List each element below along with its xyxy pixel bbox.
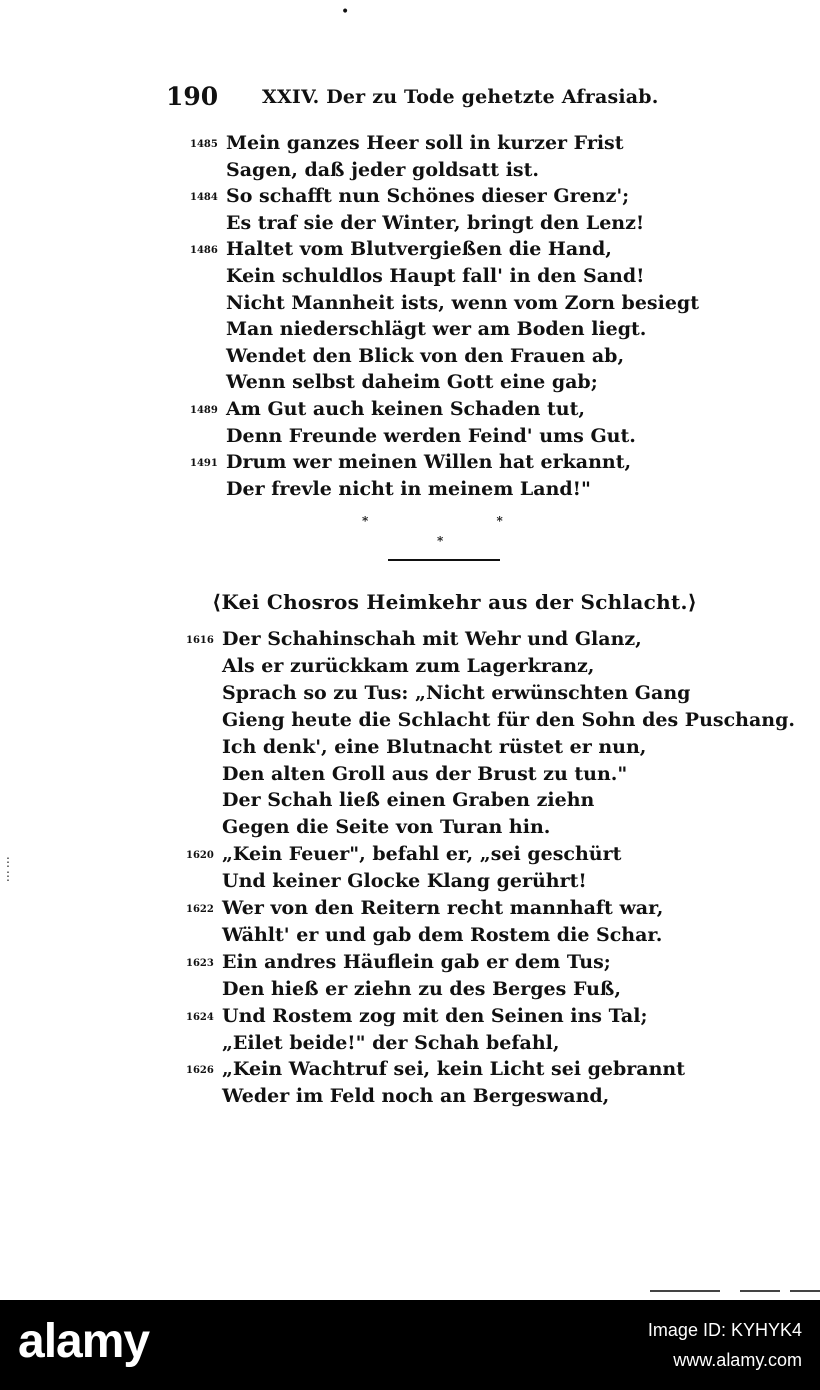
verse-line: Drum wer meinen Willen hat erkannt, xyxy=(226,451,632,474)
site-url: www.alamy.com xyxy=(673,1350,802,1370)
page-header xyxy=(166,82,659,116)
verse-line: Wendet den Blick von den Frauen ab, xyxy=(226,344,625,367)
watermark-footer xyxy=(0,1300,820,1390)
verse-line: Mein ganzes Heer soll in kurzer Frist xyxy=(226,132,624,154)
divider-stars-top: * * xyxy=(362,514,565,528)
section-title: ⟨Kei Chosros Heimkehr aus der Schlacht.⟩ xyxy=(212,590,698,614)
line-number: 1489 xyxy=(190,405,218,416)
verse-line: „Eilet beide!" der Schah befahl, xyxy=(222,1031,560,1054)
verse-line: Der Schahinschah mit Wehr und Glanz, xyxy=(222,628,642,650)
verse-line: Der frevle nicht in meinem Land!" xyxy=(226,477,591,500)
verse-line: Nicht Mannheit ists, wenn vom Zorn besiegt xyxy=(226,291,699,314)
verse-line: Ich denk', eine Blutnacht rüstet er nun, xyxy=(222,735,647,758)
divider-rule xyxy=(388,559,500,561)
verse-line: Man niederschlägt wer am Boden liegt. xyxy=(226,318,647,341)
verse-line: Haltet vom Blutvergießen die Hand, xyxy=(226,238,612,261)
verse-line: Der Schah ließ einen Graben ziehn xyxy=(222,789,595,812)
line-number: 1623 xyxy=(186,957,214,969)
top-dot: • xyxy=(341,4,350,20)
verse-line: Sagen, daß jeder goldsatt ist. xyxy=(226,158,539,181)
verse-line: Denn Freunde werden Feind' ums Gut. xyxy=(226,424,636,447)
line-number: 1626 xyxy=(186,1065,214,1077)
verse-line: Am Gut auch keinen Schaden tut, xyxy=(226,398,586,420)
divider-star: * xyxy=(437,534,506,548)
verse-line: „Kein Wachtruf sei, kein Licht sei gebrannt xyxy=(222,1058,686,1081)
verse-line: „Kein Feuer", befahl er, „sei geschürt xyxy=(222,843,622,866)
line-number: 1484 xyxy=(190,192,218,204)
running-title: XXIV. Der zu Tode gehetzte Afrasiab. xyxy=(262,86,659,108)
verse-line: So schafft nun Schönes dieser Grenz'; xyxy=(226,185,630,208)
scan-edge-line xyxy=(650,1290,820,1294)
line-number: 1491 xyxy=(190,458,218,470)
verse-line: Es traf sie der Winter, bringt den Lenz! xyxy=(226,211,645,234)
line-number: 1486 xyxy=(190,245,218,257)
line-number: 1622 xyxy=(186,904,214,915)
line-number: 1624 xyxy=(186,1011,214,1023)
image-id: Image ID: KYHYK4 xyxy=(647,1320,802,1340)
verse-line: Als er zurückkam zum Lagerkranz, xyxy=(222,654,595,677)
verse-line: Sprach so zu Tus: „Nicht erwünschten Gang xyxy=(222,681,691,704)
verse-line: Kein schuldlos Haupt fall' in den Sand! xyxy=(226,265,645,287)
verse-line: Gieng heute die Schlacht für den Sohn des Puschang. xyxy=(222,708,795,731)
line-number: 1485 xyxy=(190,139,218,150)
verse-line: Wer von den Reitern recht mannhaft war, xyxy=(222,897,664,919)
line-number: 1620 xyxy=(186,850,214,862)
verse-line: Gegen die Seite von Turan hin. xyxy=(222,816,551,839)
verse-line: Wenn selbst daheim Gott eine gab; xyxy=(226,371,598,394)
verse-line: Weder im Feld noch an Bergeswand, xyxy=(222,1085,610,1108)
verse-line: Den hieß er ziehn zu des Berges Fuß, xyxy=(222,977,621,1000)
verse-line: Und Rostem zog mit den Seinen ins Tal; xyxy=(222,1004,648,1027)
verse-line: Und keiner Glocke Klang gerührt! xyxy=(222,870,587,893)
verse-line: Den alten Groll aus der Brust zu tun." xyxy=(222,762,628,785)
brand-logo: alamy xyxy=(18,1315,150,1368)
verse-line: Ein andres Häuflein gab er dem Tus; xyxy=(222,950,611,973)
margin-marks: ⋮ ⋮ xyxy=(2,855,14,883)
page-number: 190 xyxy=(166,82,219,111)
line-number: 1616 xyxy=(186,635,214,646)
verse-line: Wählt' er und gab dem Rostem die Schar. xyxy=(222,923,663,946)
